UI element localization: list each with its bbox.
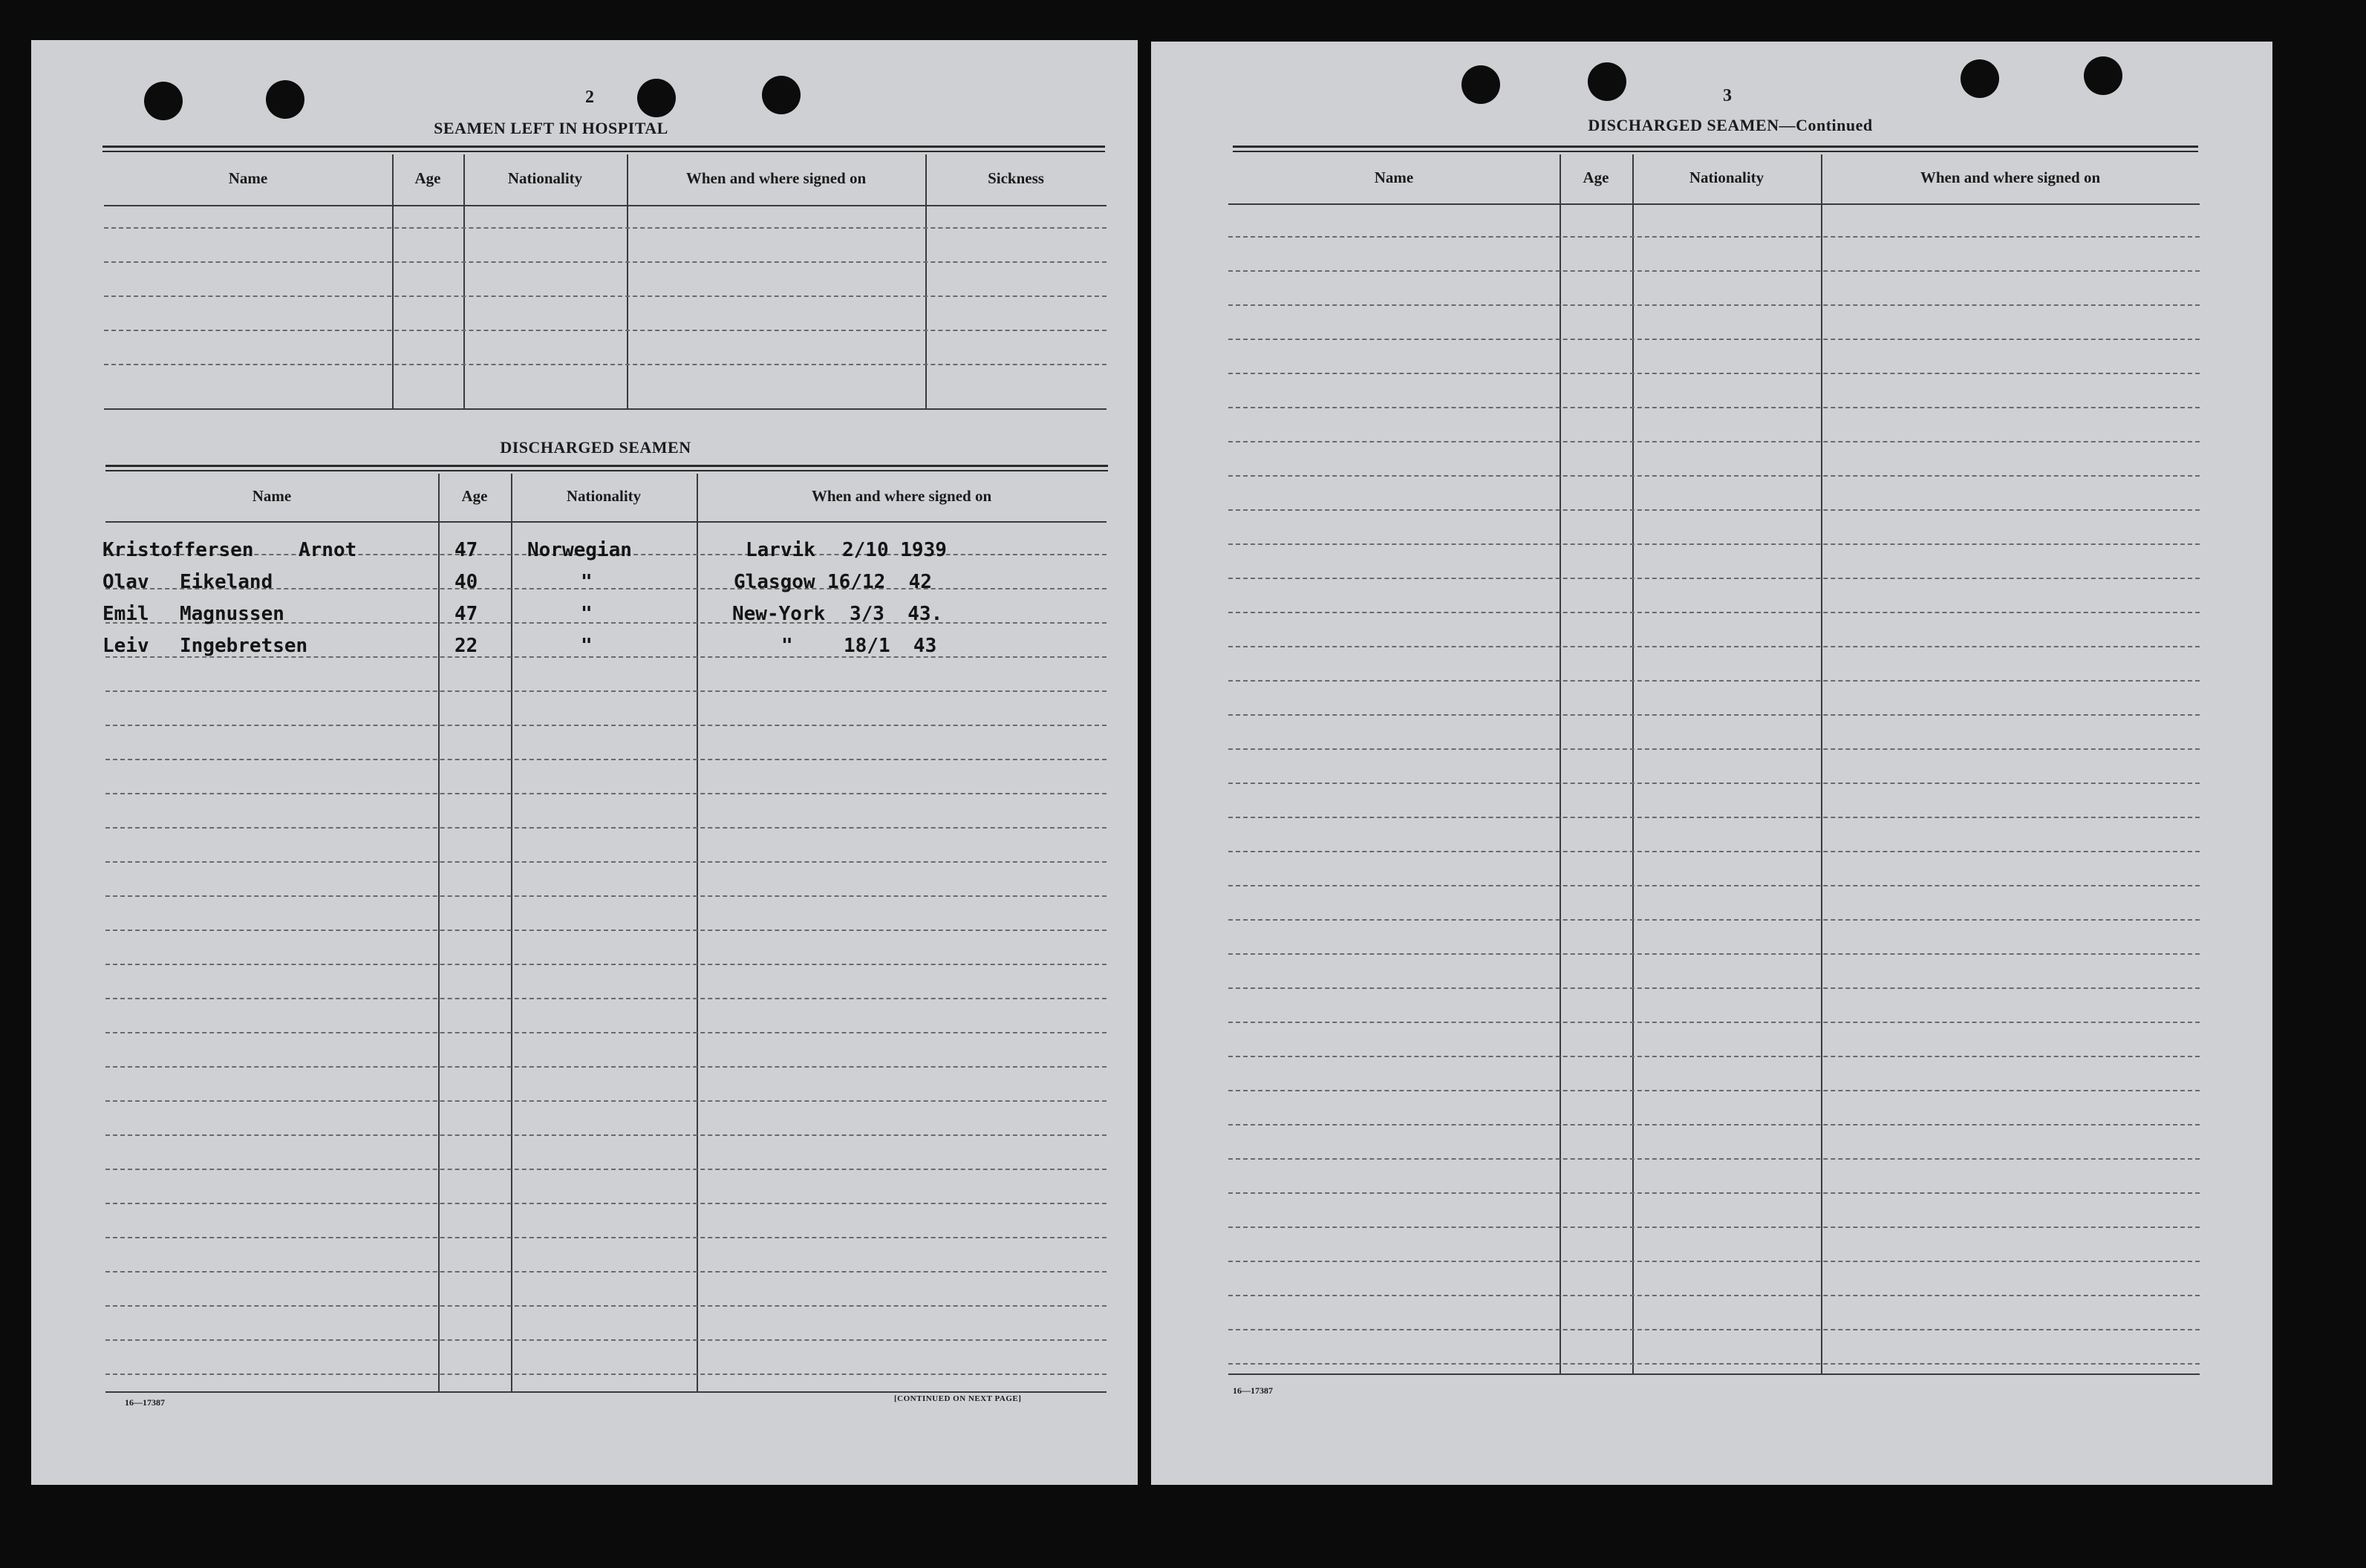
row-rule <box>1228 270 2200 272</box>
row-rule <box>105 1305 1107 1307</box>
row-rule <box>1228 1295 2200 1296</box>
row-rule <box>1228 1158 2200 1160</box>
punch-hole <box>637 79 676 117</box>
row-rule <box>1228 578 2200 579</box>
seaman-age: 40 <box>454 571 478 593</box>
right-page <box>1151 42 2272 1485</box>
punch-hole <box>762 76 801 114</box>
row-rule <box>1228 339 2200 340</box>
form-number: 16—17387 <box>1233 1385 1273 1396</box>
row-rule <box>1228 1056 2200 1057</box>
row-rule <box>1228 646 2200 647</box>
row-rule <box>1228 680 2200 682</box>
row-rule <box>105 1237 1107 1238</box>
punch-hole <box>266 80 304 119</box>
left-page <box>31 40 1138 1485</box>
page-number: 2 <box>585 88 594 107</box>
column-header: When and where signed on <box>685 169 867 187</box>
row-rule <box>1228 885 2200 886</box>
signed-on-date: 2/10 1939 <box>842 539 947 561</box>
row-rule <box>1228 475 2200 477</box>
row-rule <box>105 1169 1107 1170</box>
row-rule <box>105 964 1107 965</box>
seaman-nationality: " <box>581 571 593 593</box>
column-rule <box>1632 154 1634 1373</box>
row-rule <box>1228 236 2200 238</box>
rule <box>1233 146 2198 152</box>
row-rule <box>105 1271 1107 1273</box>
punch-hole <box>1588 62 1626 101</box>
row-rule <box>1228 1090 2200 1091</box>
seaman-age: 22 <box>454 635 478 657</box>
row-rule <box>105 827 1107 829</box>
signed-on-place: Larvik <box>746 539 815 561</box>
column-rule <box>463 154 465 408</box>
seaman-nationality: Norwegian <box>527 539 632 561</box>
row-rule <box>1228 509 2200 511</box>
column-header: When and where signed on <box>1920 169 2101 186</box>
row-rule <box>105 1373 1107 1375</box>
row-rule <box>1228 748 2200 750</box>
table-header-rule <box>1228 203 2200 205</box>
signed-on-date: 18/1 43 <box>844 635 937 657</box>
row-rule <box>105 793 1107 794</box>
row-rule <box>105 998 1107 999</box>
row-rule <box>105 1134 1107 1136</box>
punch-hole <box>1961 59 1999 98</box>
seaman-nationality: " <box>581 635 593 657</box>
table-header-rule <box>105 521 1107 523</box>
page-number: 3 <box>1723 86 1732 105</box>
signed-on-place: " <box>781 635 793 657</box>
table-bottom-rule <box>1228 1373 2200 1375</box>
rule <box>102 146 1105 152</box>
column-header: Name <box>1374 169 1414 186</box>
row-rule <box>104 330 1107 331</box>
row-rule <box>1228 1192 2200 1194</box>
column-rule <box>392 154 394 408</box>
seaman-age: 47 <box>454 603 478 625</box>
row-rule <box>1228 373 2200 374</box>
seaman-first-name: Kristoffersen <box>102 539 254 561</box>
signed-on-date: 3/3 43. <box>850 603 943 625</box>
discharged-continued-title <box>1522 116 1938 135</box>
column-header: When and where signed on <box>811 487 992 505</box>
signed-on-date: 16/12 42 <box>827 571 932 593</box>
punch-hole <box>144 82 183 120</box>
row-rule <box>1228 851 2200 852</box>
signed-on-place: Glasgow <box>734 571 815 593</box>
row-rule <box>1228 1022 2200 1023</box>
column-header: Name <box>252 487 292 505</box>
column-header: Nationality <box>507 169 583 187</box>
row-rule <box>105 861 1107 863</box>
column-header: Name <box>228 169 268 187</box>
column-header: Nationality <box>1689 169 1764 186</box>
discharged-section-title: DISCHARGED SEAMEN <box>500 438 691 457</box>
row-rule <box>1228 441 2200 442</box>
row-rule <box>1228 543 2200 545</box>
row-rule <box>104 227 1107 229</box>
column-rule <box>697 474 698 1391</box>
row-rule <box>1228 304 2200 306</box>
row-rule <box>105 1100 1107 1102</box>
signed-on-place: New-York <box>732 603 826 625</box>
punch-hole <box>1461 65 1500 104</box>
seaman-age: 47 <box>454 539 478 561</box>
seaman-second-name: Eikeland <box>180 571 273 593</box>
row-rule <box>105 725 1107 726</box>
continued-note: [CONTINUED ON NEXT PAGE] <box>894 1394 1022 1403</box>
row-rule <box>105 1032 1107 1033</box>
row-rule <box>1228 1329 2200 1330</box>
row-rule <box>105 1203 1107 1204</box>
hospital-section-title: SEAMEN LEFT IN HOSPITAL <box>434 119 668 137</box>
column-header: Age <box>414 169 441 187</box>
row-rule <box>1228 953 2200 955</box>
column-rule <box>627 154 628 408</box>
column-header: Nationality <box>566 487 642 505</box>
row-rule <box>105 1339 1107 1341</box>
row-rule <box>1228 407 2200 408</box>
row-rule <box>1228 1363 2200 1365</box>
title-main: DISCHARGED SEAMEN <box>1588 116 1779 134</box>
row-rule <box>1228 817 2200 818</box>
row-rule <box>105 759 1107 760</box>
seaman-second-name: Magnussen <box>180 603 284 625</box>
row-rule <box>105 690 1107 692</box>
row-rule <box>105 1066 1107 1068</box>
column-rule <box>1821 154 1822 1373</box>
column-rule <box>1560 154 1561 1373</box>
punch-hole <box>2084 56 2122 95</box>
seaman-second-name: Arnot <box>299 539 357 561</box>
row-rule <box>1228 1124 2200 1126</box>
row-rule <box>1228 1226 2200 1228</box>
row-rule <box>1228 1261 2200 1262</box>
table-header-rule <box>104 205 1107 206</box>
seaman-second-name: Ingebretsen <box>180 635 308 657</box>
column-rule <box>438 474 440 1391</box>
row-rule <box>104 261 1107 263</box>
table-bottom-rule <box>104 408 1107 410</box>
row-rule <box>104 364 1107 365</box>
column-header: Age <box>461 487 488 505</box>
row-rule <box>104 295 1107 297</box>
seaman-first-name: Olav <box>102 571 149 593</box>
column-rule <box>925 154 927 408</box>
title-suffix: —Continued <box>1779 116 1873 134</box>
row-rule <box>1228 919 2200 921</box>
seaman-first-name: Leiv <box>102 635 149 657</box>
row-rule <box>1228 612 2200 613</box>
row-rule <box>105 930 1107 931</box>
column-header: Age <box>1583 169 1609 186</box>
row-rule <box>1228 987 2200 989</box>
row-rule <box>1228 783 2200 784</box>
form-number: 16—17387 <box>125 1397 165 1408</box>
column-header: Sickness <box>988 169 1044 187</box>
seaman-first-name: Emil <box>102 603 149 625</box>
row-rule <box>1228 714 2200 716</box>
table-bottom-rule <box>105 1391 1107 1393</box>
column-rule <box>511 474 512 1391</box>
rule <box>105 465 1108 471</box>
seaman-nationality: " <box>581 603 593 625</box>
row-rule <box>105 895 1107 897</box>
